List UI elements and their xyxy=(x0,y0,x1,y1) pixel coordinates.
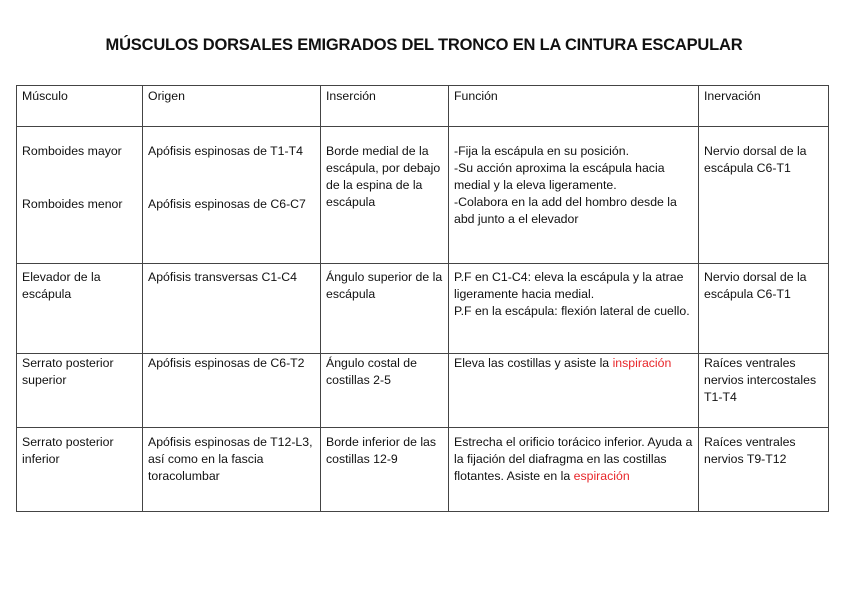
cell-inervacion: Nervio dorsal de la escápula C6-T1 xyxy=(699,264,829,354)
header-origen: Origen xyxy=(143,86,321,127)
cell-funcion xyxy=(449,127,699,264)
cell-musculo: Elevador de la escápula xyxy=(17,264,143,354)
funcion-line: -Fija la escápula en su posición. xyxy=(454,144,629,158)
table-header-row xyxy=(17,86,829,127)
cell-funcion xyxy=(449,264,699,354)
cell-insercion: Borde inferior de las costillas 12-9 xyxy=(321,428,449,512)
cell-musculo xyxy=(17,127,143,264)
table-row-elevador xyxy=(17,264,829,354)
funcion-line: P.F en C1-C4: eleva la escápula y la atrae ligeramente hacia medial. xyxy=(454,270,684,301)
funcion-highlight: espiración xyxy=(573,469,630,483)
cell-funcion xyxy=(449,428,699,512)
romboides-mayor-origen: Apófisis espinosas de T1-T4 xyxy=(148,144,303,158)
table-row-serrato-superior xyxy=(17,354,829,428)
cell-insercion: Borde medial de la escápula, por debajo de la espina de la escápula xyxy=(321,127,449,264)
muscles-table xyxy=(16,85,829,512)
header-inervacion: Inervación xyxy=(699,86,829,127)
header-funcion: Función xyxy=(449,86,699,127)
table-row-romboides xyxy=(17,127,829,264)
cell-inervacion: Raíces ventrales nervios intercostales T1-T4 xyxy=(699,354,829,428)
cell-inervacion: Raíces ventrales nervios T9-T12 xyxy=(699,428,829,512)
romboides-menor-origen: Apófisis espinosas de C6-C7 xyxy=(148,197,306,211)
cell-origen: Apófisis transversas C1-C4 xyxy=(143,264,321,354)
funcion-text: Estrecha el orificio torácico inferior. Ayuda a la fijación del diafragma en las costillas flotantes. Asiste en la xyxy=(454,435,693,483)
cell-insercion: Ángulo superior de la escápula xyxy=(321,264,449,354)
cell-musculo: Serrato posterior inferior xyxy=(17,428,143,512)
romboides-menor-name: Romboides menor xyxy=(22,197,123,211)
funcion-text: Eleva las costillas y asiste la xyxy=(454,356,613,370)
cell-origen: Apófisis espinosas de C6-T2 xyxy=(143,354,321,428)
table-row-serrato-inferior xyxy=(17,428,829,512)
funcion-highlight: inspiración xyxy=(612,356,672,370)
romboides-mayor-name: Romboides mayor xyxy=(22,144,122,158)
document-title: MÚSCULOS DORSALES EMIGRADOS DEL TRONCO EN LA CINTURA ESCAPULAR xyxy=(105,36,743,54)
funcion-line: -Colabora en la add del hombro desde la abd junto a el elevador xyxy=(454,195,677,226)
header-musculo: Músculo xyxy=(17,86,143,127)
cell-inervacion: Nervio dorsal de la escápula C6-T1 xyxy=(699,127,829,264)
funcion-line: -Su acción aproxima la escápula hacia medial y la eleva ligeramente. xyxy=(454,161,665,192)
cell-funcion xyxy=(449,354,699,428)
cell-origen: Apófisis espinosas de T12-L3, así como en la fascia toracolumbar xyxy=(143,428,321,512)
cell-musculo: Serrato posterior superior xyxy=(17,354,143,428)
funcion-line: P.F en la escápula: flexión lateral de cuello. xyxy=(454,304,690,318)
cell-origen xyxy=(143,127,321,264)
header-insercion: Inserción xyxy=(321,86,449,127)
cell-insercion: Ángulo costal de costillas 2-5 xyxy=(321,354,449,428)
